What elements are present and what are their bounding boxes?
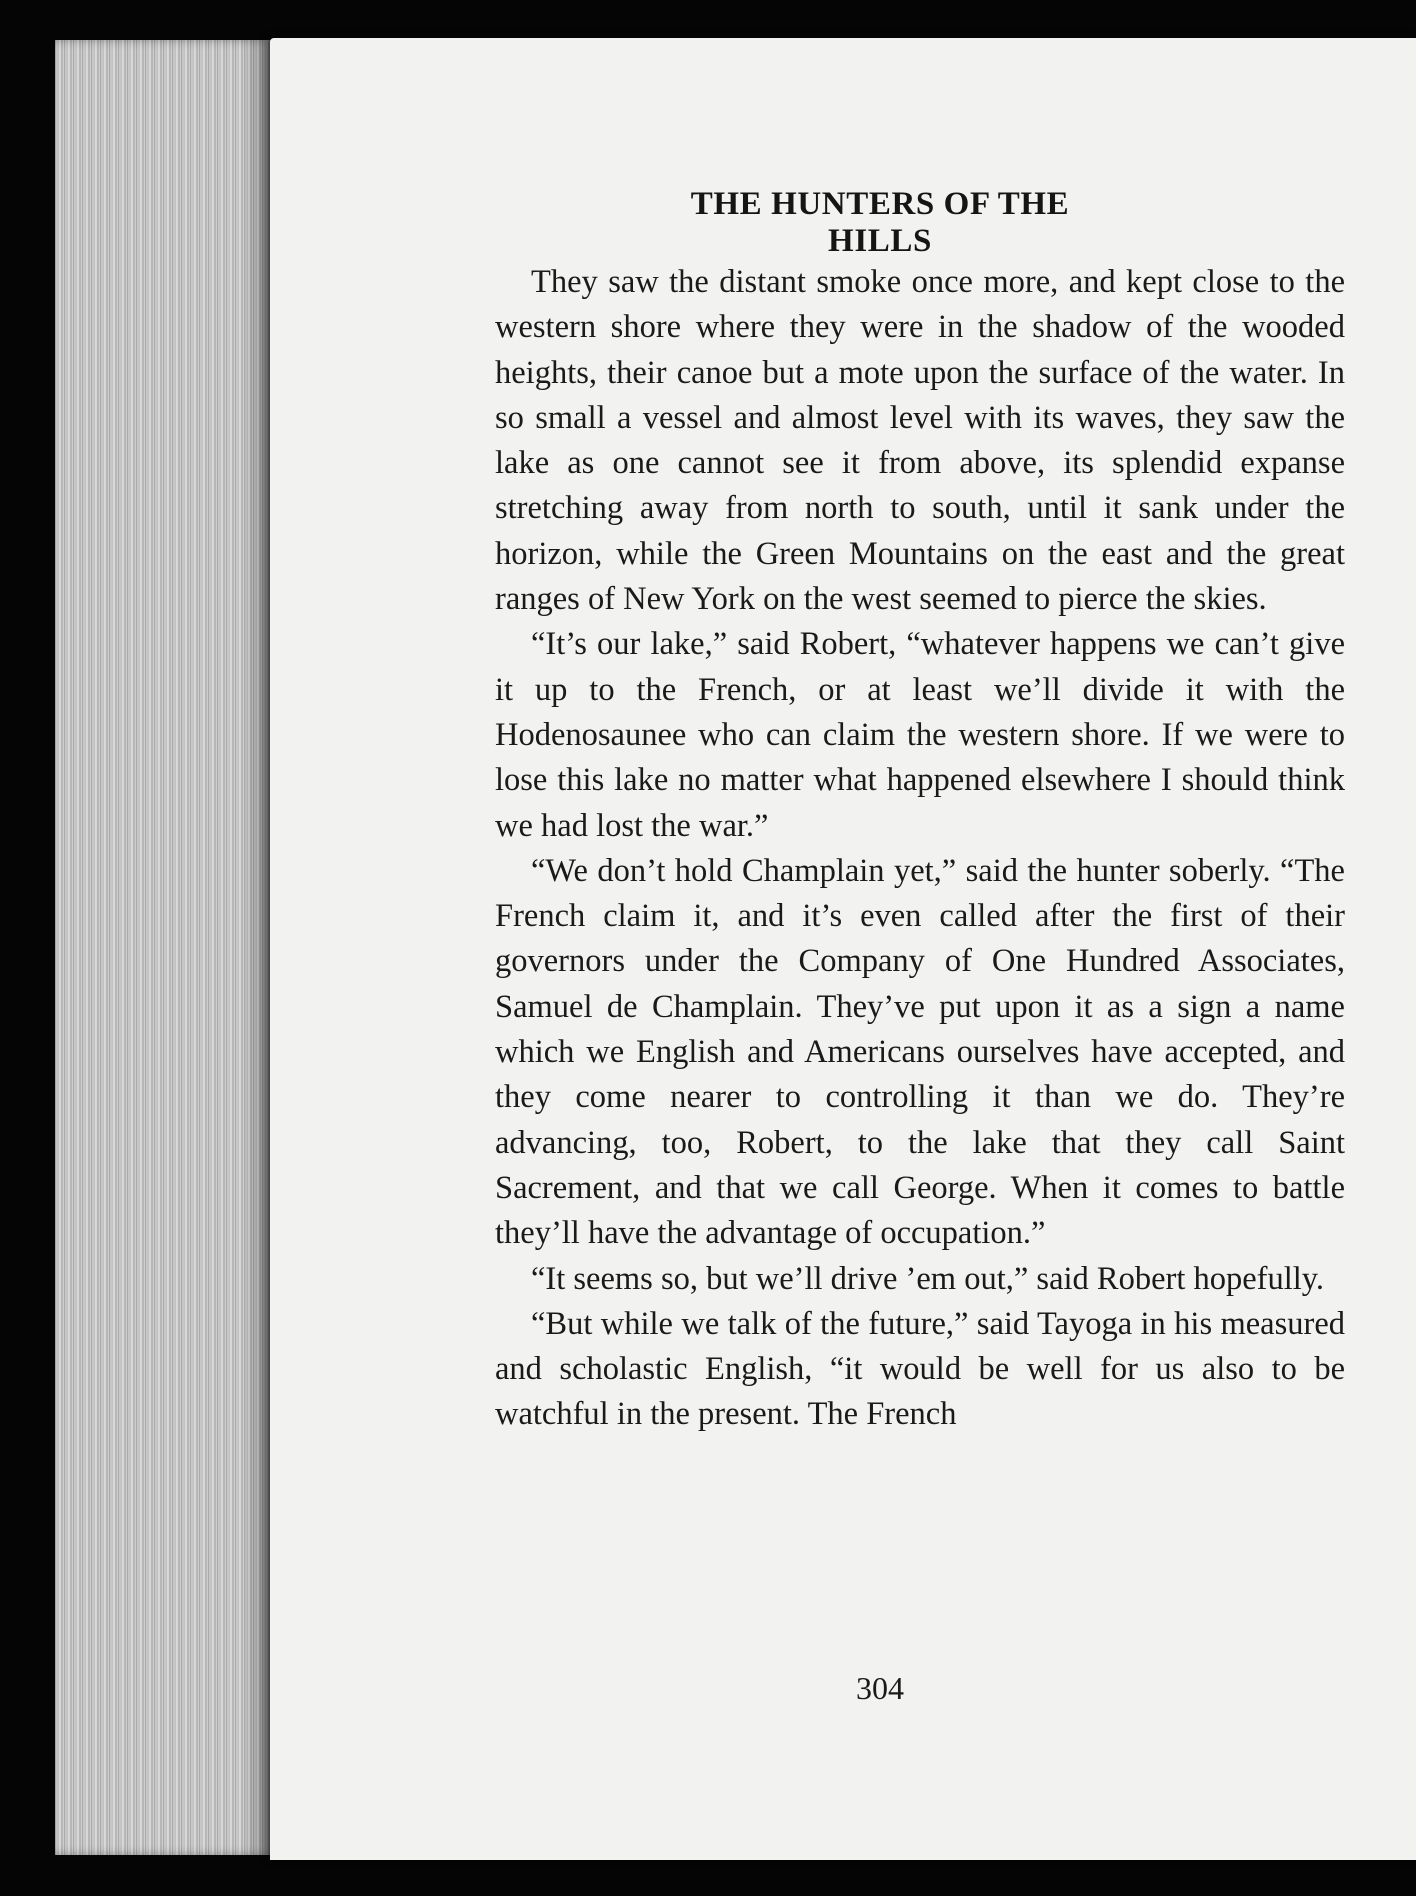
- paragraph: “We don’t hold Champlain yet,” said the hunter soberly. “The French claim it, and it’s even called after the first of their governors under the Company of One Hundred Associates, Samuel de Champlain. They’ve put upon it as a sign a name which we English and Americans ourselves have accepted, and they come nearer to controlling it than we do. They’re advancing, too, Robert, to the lake that they call Saint Sacrement, and that we call George. When it comes to battle they’ll have the advantage of occupation.”: [495, 852, 1345, 1252]
- paragraph: “It’s our lake,” said Robert, “whatever happens we can’t give it up to the French, or at least we’ll divide it with the Hodenosaunee who can claim the western shore. If we were to lose this lake no matter what happened elsewhere I should think we had lost the war.”: [495, 626, 1345, 844]
- paragraph: “It seems so, but we’ll drive ’em out,” said Robert hopefully.: [531, 1260, 1325, 1297]
- page-number: 304: [856, 1670, 904, 1706]
- running-head: THE HUNTERS OF THE HILLS: [690, 186, 1070, 259]
- paragraph: They saw the distant smoke once more, and kept close to the western shore where they were in the shadow of the wooded heights, their canoe but a mote upon the surface of the water. In so small a vessel and almost level with its waves, they saw the lake as one cannot see it from above, its splendid expanse stretching away from north to south, until it sank under the horizon, while the Green Mountains on the east and the great ranges of New York on the west seemed to pierce the skies.: [495, 264, 1345, 618]
- book-page: [270, 38, 1416, 1860]
- paragraph: “But while we talk of the future,” said Tayoga in his measured and scholastic English, “it would be well for us also to be watchful in the present. The French: [495, 1305, 1345, 1433]
- body-text: [495, 260, 1345, 1438]
- page-edges: [55, 40, 275, 1855]
